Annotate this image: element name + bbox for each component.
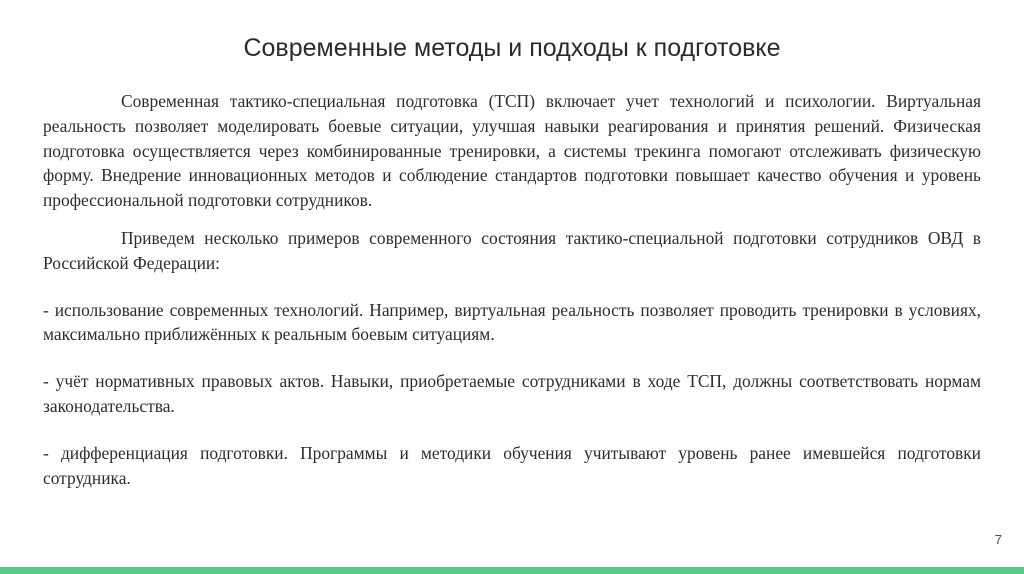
list-item-technologies: - использование современных технологий. Например, виртуальная реальность позволяет проводить тренировки в условиях, максимально приближённых к реальным боевым ситуациям. [43,299,981,345]
list-item-differentiation: - дифференциация подготовки. Программы и методики обучения учитывают уровень ранее имевшейся подготовки сотрудника. [43,442,981,488]
slide-title: Современные методы и подходы к подготовке [243,34,781,62]
bottom-accent-bar [0,567,1024,574]
slide-body [43,89,981,490]
paragraph-examples-intro: Приведем несколько примеров современного состояния тактико-специальной подготовки сотрудников ОВД в Российской Федерации: [43,227,981,273]
page-number: 7 [994,532,1002,547]
paragraph-intro: Современная тактико-специальная подготовка (ТСП) включает учет технологий и психологии. Виртуальная реальность позволяет моделировать боевые ситуации, улучшая навыки реагирования и принятия решений. Физическая подготовка осуществляется через комбинированные тренировки, а системы трекинга помогают отслеживать физическую форму. Внедрение инновационных методов и соблюдение стандартов подготовки повышает качество обучения и уровень профессиональной подготовки сотрудников. [43,91,981,211]
list-item-legal-acts: - учёт нормативных правовых актов. Навыки, приобретаемые сотрудниками в ходе ТСП, должны соответствовать нормам законодательства. [43,371,981,416]
